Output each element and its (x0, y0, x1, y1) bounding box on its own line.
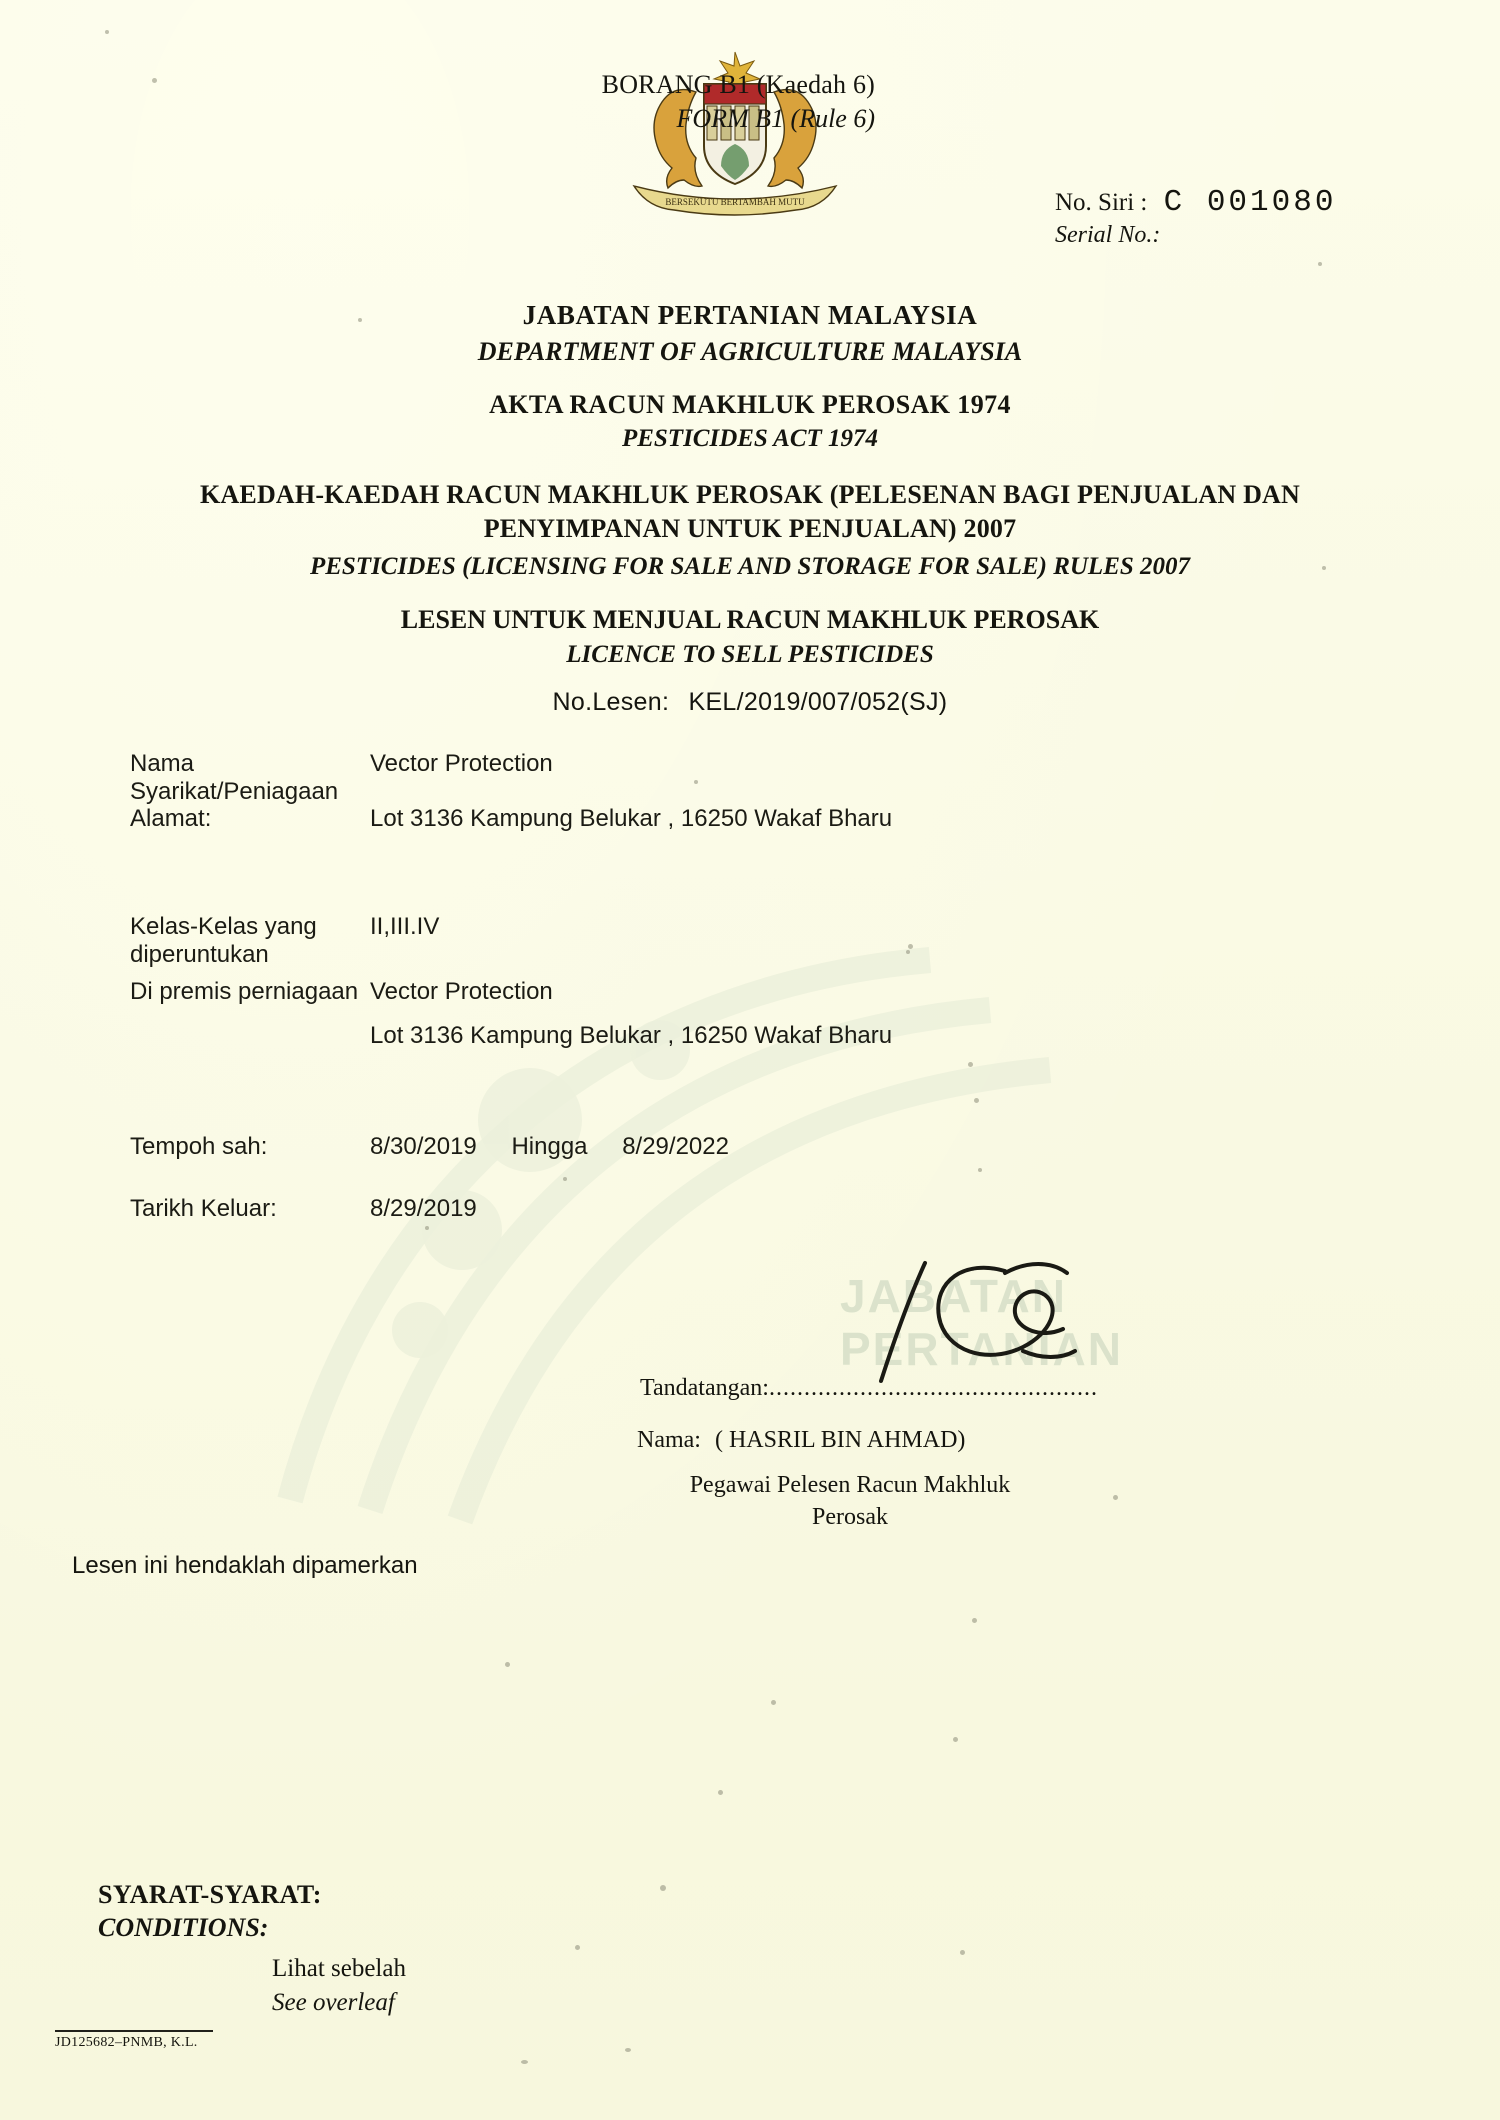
form-number-ms: BORANG B1 (Kaedah 6) (601, 70, 875, 99)
overleaf-ms: Lihat sebelah (272, 1955, 406, 1982)
scan-speck (425, 1226, 429, 1230)
watermark-line2: PERTANIAN (840, 1322, 1123, 1375)
signatory-name-value: ( HASRIL BIN AHMAD) (714, 1427, 966, 1453)
scan-speck (1113, 1495, 1118, 1500)
organisation-name-ms: JABATAN PERTANIAN MALAYSIA (522, 300, 978, 330)
field-premises-address-value: Lot 3136 Kampung Belukar , 16250 Wakaf Bharu (370, 1022, 893, 1049)
scan-speck (972, 1618, 977, 1623)
act-title-ms: AKTA RACUN MAKHLUK PEROSAK 1974 (489, 390, 1011, 419)
licence-number-row (0, 688, 1500, 717)
display-note: Lesen ini hendaklah dipamerkan (72, 1552, 418, 1579)
field-validity-values (370, 1133, 1230, 1161)
field-company-label: Nama Syarikat/Peniagaan (130, 750, 339, 805)
printer-code-block (55, 2030, 213, 2051)
field-company (0, 750, 1230, 806)
conditions-block (98, 1880, 322, 1943)
scan-speck (968, 1062, 973, 1067)
watermark-line1: JABATAN (840, 1270, 1067, 1322)
field-issued-label: Tarikh Keluar: (130, 1195, 277, 1222)
scan-speck (908, 944, 913, 949)
scan-speck (358, 318, 362, 322)
conditions-label-en: CONDITIONS: (98, 1913, 269, 1942)
licence-number-label: No.Lesen: (552, 688, 670, 716)
scan-speck (694, 780, 698, 784)
scan-speck (521, 2060, 528, 2064)
field-issued (0, 1195, 1230, 1223)
field-validity-label: Tempoh sah: (130, 1133, 268, 1160)
organisation-name-en: DEPARTMENT OF AGRICULTURE MALAYSIA (477, 337, 1023, 366)
signature-label: Tandatangan: (640, 1375, 769, 1401)
signatory-name-row (637, 1427, 965, 1454)
overleaf-en: See overleaf (272, 1988, 395, 2016)
serial-label: No. Siri : (1055, 189, 1148, 216)
serial-label-en: Serial No.: (1055, 222, 1161, 248)
serial-number-block (1055, 185, 1475, 249)
act-title-en: PESTICIDES ACT 1974 (621, 425, 879, 452)
scan-speck (718, 1790, 723, 1795)
scan-speck (978, 1168, 982, 1172)
licence-title-ms: LESEN UNTUK MENJUAL RACUN MAKHLUK PEROSAK (400, 605, 1100, 634)
scan-speck (1322, 566, 1326, 570)
scan-speck (505, 1662, 510, 1667)
form-number-block (415, 70, 875, 134)
signature-line (640, 1375, 1098, 1402)
field-address-value: Lot 3136 Kampung Belukar , 16250 Wakaf Bharu (370, 805, 893, 832)
licence-number-value: KEL/2019/007/052(SJ) (688, 688, 948, 716)
printer-code-rule (55, 2030, 213, 2032)
scan-speck (953, 1737, 958, 1742)
act-block (0, 390, 1500, 453)
field-premises-label: Di premis perniagaan (130, 978, 359, 1005)
scan-speck (974, 1098, 979, 1103)
field-premises-value: Vector Protection (370, 978, 553, 1005)
organisation-block (0, 300, 1500, 367)
svg-text:BERSEKUTU BERTAMBAH MUTU: BERSEKUTU BERTAMBAH MUTU (665, 197, 805, 207)
scan-speck (105, 30, 109, 34)
scan-speck (575, 1945, 580, 1950)
field-classes (0, 913, 1230, 969)
licence-title-en: LICENCE TO SELL PESTICIDES (566, 641, 934, 668)
scan-speck (771, 1700, 776, 1705)
field-premises-address (0, 1022, 1230, 1050)
signatory-role-line1: Pegawai Pelesen Racun Makhluk (689, 1472, 1011, 1498)
overleaf-note (272, 1952, 406, 2020)
field-validity (0, 1133, 1230, 1161)
licence-title-block (0, 605, 1500, 669)
rules-block (0, 478, 1500, 581)
valid-until-word: Hingga (511, 1133, 588, 1160)
field-premises (0, 978, 1230, 1006)
scan-speck (152, 78, 157, 83)
field-company-value: Vector Protection (370, 750, 553, 777)
scan-speck (660, 1885, 666, 1891)
scan-speck (906, 950, 910, 954)
field-issued-value: 8/29/2019 (370, 1195, 477, 1222)
handwritten-signature (855, 1255, 1115, 1385)
field-classes-value: II,III.IV (370, 913, 440, 940)
field-classes-label: Kelas-Kelas yang diperuntukan (130, 913, 317, 968)
scan-speck (1318, 262, 1322, 266)
field-address (0, 805, 1230, 833)
scan-speck (563, 1177, 567, 1181)
form-number-en: FORM B1 (Rule 6) (676, 104, 875, 133)
scan-speck (625, 2048, 631, 2052)
signatory-name-label: Nama: (637, 1427, 701, 1453)
valid-to-value: 8/29/2022 (622, 1133, 729, 1160)
scan-speck (960, 1950, 965, 1955)
signature-dots: ............................................... (768, 1375, 1098, 1401)
conditions-label-ms: SYARAT-SYARAT: (98, 1880, 322, 1909)
spacer-label (0, 1022, 370, 1050)
rules-title-ms: KAEDAH-KAEDAH RACUN MAKHLUK PEROSAK (PELESENAN BAGI PENJUALAN DAN PENYIMPANAN UNTUK PENJUALAN) 2007 (200, 480, 1300, 544)
serial-value: C 001080 (1163, 185, 1337, 220)
valid-from-value: 8/30/2019 (370, 1133, 477, 1160)
signatory-role (640, 1470, 1060, 1533)
rules-title-en: PESTICIDES (LICENSING FOR SALE AND STORAGE FOR SALE) RULES 2007 (309, 552, 1191, 580)
field-address-label: Alamat: (130, 805, 212, 832)
signatory-role-line2: Perosak (812, 1503, 888, 1530)
printer-code: JD125682–PNMB, K.L. (55, 2035, 198, 2050)
